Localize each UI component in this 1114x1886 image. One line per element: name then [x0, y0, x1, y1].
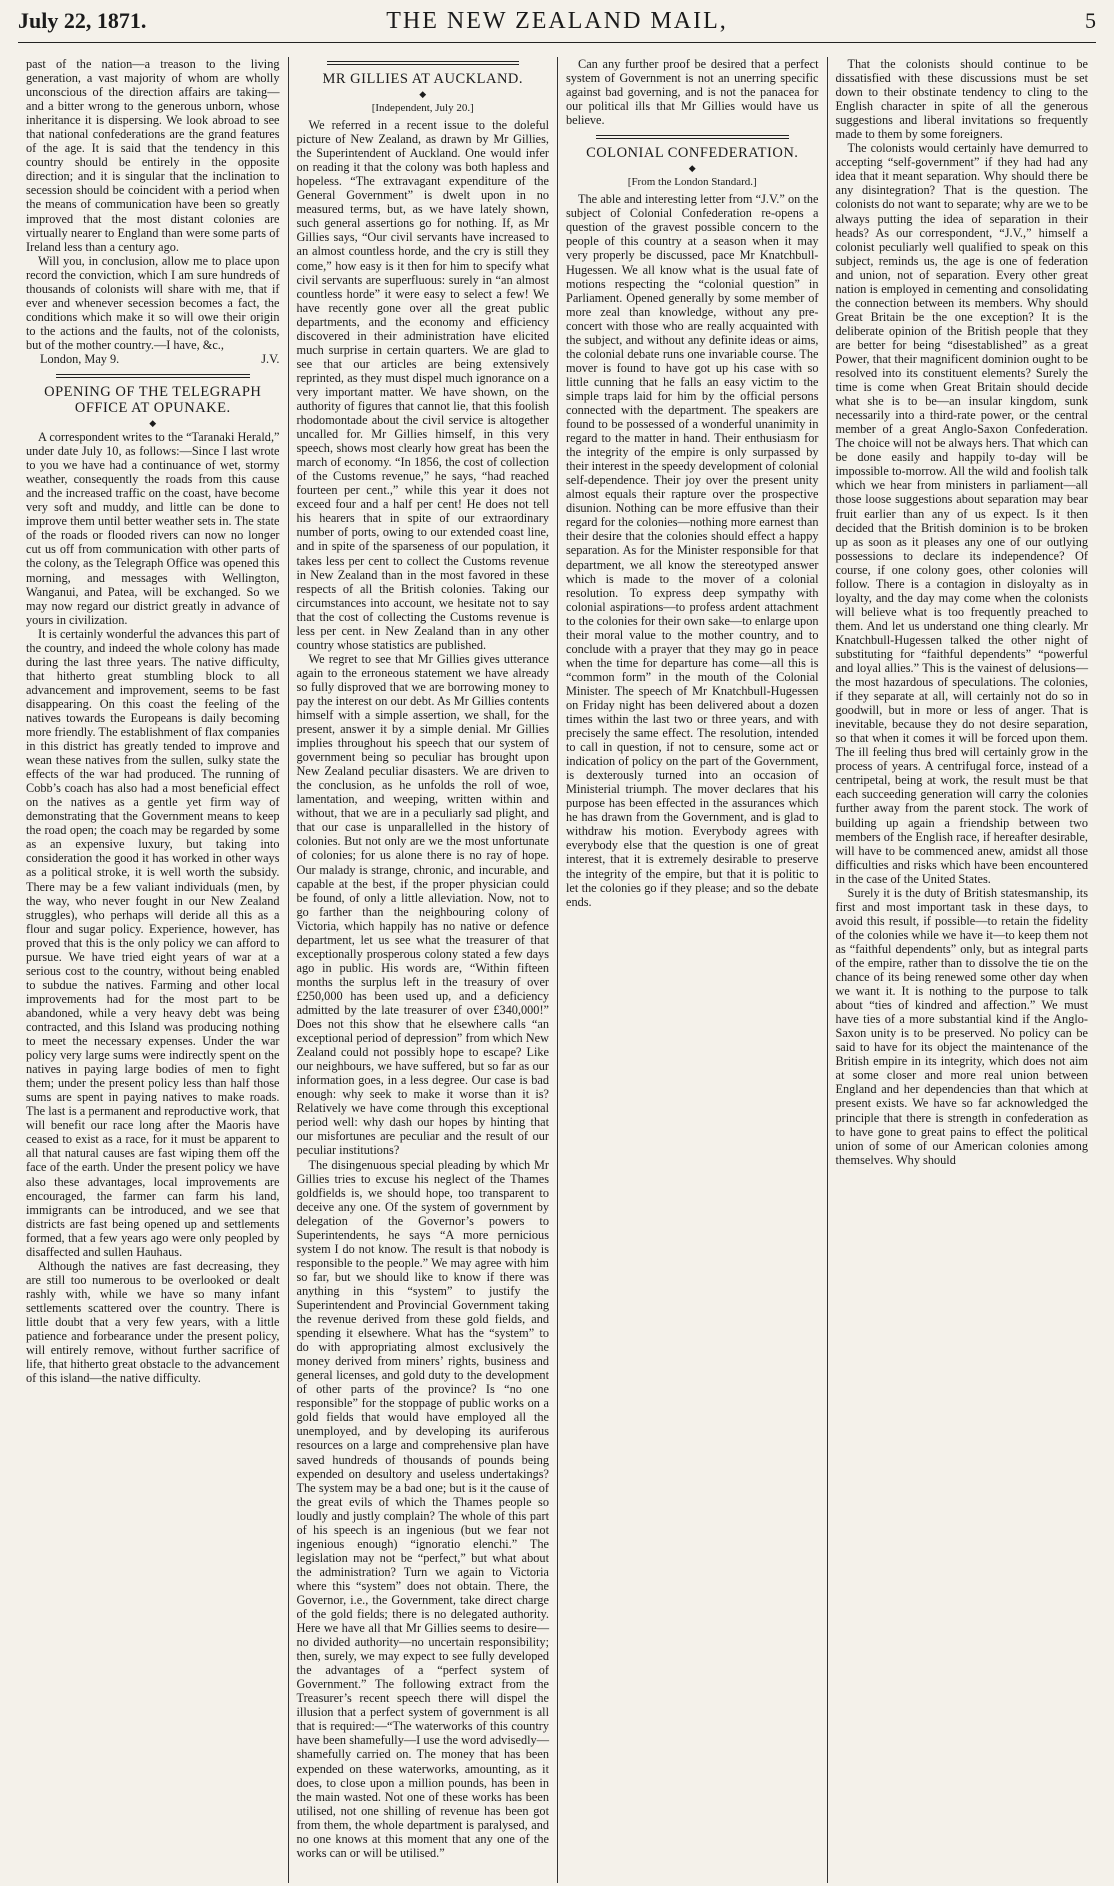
- gillies-paragraph: We regret to see that Mr Gillies gives utterance again to the erroneous statement we have already so fully disproved that we are borrowing money to pay the interest on our debt. As Mr Gillies contents himself with a simple assertion, we shall, for the present, answer it by a simple denial. Mr Gillies implies throughout his speech that our system of government being so peculiar has brought upon New Zealand peculiar disasters. We are driven to the conclusion, as he unfolds the roll of woe, lamentation, and weeping, written within and without, that we are in a peculiarly sad plight, and that our case is unparallelled in the history of colonies. But not only are we the most unfortunate of colonies; for us alone there is no ray of hope. Our malady is strange, chronic, and incurable, and capable at the best, if the proper physician could be found, of only a little alleviation. Now, not to go farther than the neighbouring colony of Victoria, which happily has no native or defence department, let us see what the treasurer of that exceptionally prosperous colony stated a few days ago in public. His words are, “Within fifteen months the surplus left in the treasury of over £250,000 has been used up, and a deficiency admitted by the late treasurer of over £340,000!” Does not this show that he elsewhere calls “an exceptional period of depression” from which New Zealand could not possibly hope to escape? Like our neighbours, we have suffered, but so far as our information goes, in a less degree. Our case is bad enough: why seek to make it worse than it is? Relatively we have come through this exceptional period well: why dash our hopes by hinting that our misfortunes are peculiar and the result of our peculiar institutions?: [296, 651, 549, 1158]
- telegraph-paragraph: A correspondent writes to the “Taranaki Herald,” under date July 10, as follows:—Since I last wrote to you we have had a continuance of wet, stormy weather, consequently the roads from this cause and the increased traffic on the coast, have become very soft and muddy, and little can be done to improve them until better weather sets in. The state of the roads or flooded rivers can now no longer cut us off from communication with other parts of the colony, as the Telegraph Office was opened this morning, and messages with Wellington, Wanganui, and Patea, will be exchanged. So we may now regard our district greatly in advance of yours in civilization.: [26, 430, 280, 627]
- gillies-source: [Independent, July 20.]: [371, 102, 474, 114]
- column-2: [288, 57, 558, 1883]
- letter-signoff: [26, 352, 280, 366]
- gillies-headline: MR GILLIES AT AUCKLAND.: [322, 71, 524, 87]
- column-1: [18, 57, 288, 1883]
- article-divider: [596, 135, 789, 139]
- gillies-paragraph: Can any further proof be desired that a perfect system of Government is not an unerring specific against bad governing, and is not the panacea for our political ills that Mr Gillies would have us believe.: [566, 57, 819, 128]
- divider-ornament: ◆: [149, 418, 157, 429]
- telegraph-headline: OPENING OF THE TELEGRAPH OFFICE AT OPUNAKE.: [44, 384, 262, 417]
- column-4: [827, 57, 1097, 1883]
- column-3: [557, 57, 827, 1883]
- letter-place-date: London, May 9.: [40, 351, 120, 366]
- telegraph-paragraph: It is certainly wonderful the advances this part of the country, and indeed the whole colony has made during the last three years. The native difficulty, that hitherto great stumbling block to all advancement and improvement, seems to be fast disappearing. On this coast the feeling of the natives towards the Europeans is daily becoming more friendly. The establishment of flax companies in this district has greatly tended to improve and wean these natives from the sullen, sulky state the effects of the war had produced. The running of Cobb’s coach has also had a most beneficial effect on the natives as a gentle yet firm way of demonstrating that the Government means to keep the road open; the coach may be regarded by some as an expensive luxury, but taking into consideration the good it has worked in other ways as a political stroke, it is well worth the subsidy. There may be a few valiant individuals (men, by the way, who never fought in our New Zealand struggles), who perhaps will deride all this as a flour and sugar policy. Experience, however, has proved that this is the only policy we can afford to pursue. We have tried eight years of war at a serious cost to the country, without being enabled to subdue the natives. Farming and other local improvements had for the most part to be abandoned, while a very heavy debt was being contracted, and this Island was producing nothing to meet the necessary expenses. Under the war policy very large sums were indirectly spent on the natives in paying large bodies of men to fight them; under the present policy less than half those sums are spent in paying natives to make roads. The last is a permanent and reproductive work, that will benefit our race long after the Maoris have ceased to exist as a race, for it must be apparent to all that natural causes are fast wiping them off the face of the earth. Under the present policy we have also these advantages, local improvements are encouraged, the farmer can farm his land, immigrants can be introduced, and we see that districts are fast being opened up and settlements formed, that a few years ago were only peopled by disaffected and sullen Hauhaus.: [26, 626, 280, 1259]
- letter-signature: J.V.: [261, 351, 280, 366]
- article-divider: [56, 374, 250, 378]
- confederation-source: [From the London Standard.]: [627, 176, 757, 189]
- article-columns: [18, 57, 1096, 1883]
- letter-paragraph: Will you, in conclusion, allow me to place upon record the conviction, which I am sure hundreds of thousands of colonists will share with me, that if ever and whenever secession becomes a fact, the conditions which make it so will owe their origin to the actions and the faults, not of the colonists, but of the mother country.—I have, &c.,: [26, 253, 280, 352]
- divider-ornament: ◆: [419, 89, 427, 99]
- divider-ornament: ◆: [688, 163, 696, 174]
- letter-paragraph: past of the nation—a treason to the living generation, a vast majority of whom are wholly unconscious of the direction affairs are taking—and a bitter wrong to the generous unborn, whose inheritance it is dispersing. We look abroad to see that national confederations are the grand features of the age. It is said that the tendency in this country should be entirely in the opposite direction; and it is singular that the inclination to secession should be coincident with a period when the means of communication have been so greatly improved that the most distant colonies are virtually nearer to England than were some parts of Ireland less than a century ago.: [26, 57, 280, 254]
- newspaper-title: THE NEW ZEALAND MAIL,: [386, 8, 728, 34]
- confederation-headline: COLONIAL CONFEDERATION.: [586, 145, 799, 162]
- telegraph-paragraph: Although the natives are fast decreasing, they are still too numerous to be overlooked or dealt rashly with, while we have so many infant settlements scattered over the country. There is little doubt that a very few years, with a little patience and forbearance under the present policy, will entirely remove, without further sacrifice of life, that hitherto great obstacle to the advancement of this island—the native difficulty.: [26, 1258, 280, 1386]
- page-number: 5: [1085, 8, 1096, 33]
- confederation-paragraph: That the colonists should continue to be dissatisfied with these discussions must be set down to their obstinate tendency to cling to the English character in spite of all the generous suggestions and liberal invitations so frequently made to them by some foreigners.: [835, 57, 1088, 142]
- gillies-paragraph: We referred in a recent issue to the doleful picture of New Zealand, as drawn by Mr Gillies, the Superintendent of Auckland. One would infer on reading it that the colony was both hapless and hopeless. “The extravagant expenditure of the General Government” is dwelt upon in no measured terms, but, as we have lately shown, such general assertions go for nothing. If, as Mr Gillies says, “Our civil servants have increased to an almost countless horde, and the cry is still they come,” how easy is it then for him to specify what civil servants are superfluous: surely in “an almost countless horde” it were easy to select a few! We have recently gone over all the great public departments, and the economy and efficiency discovered in their administration have elicited much surprise in certain quarters. We are glad to see that our articles are being extensively reprinted, as they must dispel much ignorance on a very important matter. We have shown, on the authority of figures that cannot lie, that this foolish rhodomontade about the civil service is altogether uncalled for. Mr Gillies himself, in this very speech, shows most clearly how great has been the march of economy. “In 1856, the cost of collection of the Customs revenue,” he says, “had reached fourteen per cent.,” while this year it does not exceed four and a half per cent! He does not tell his hearers that in spite of our extraordinary number of ports, owing to our extended coast line, and in spite of the sparseness of our population, it takes less per cent to collect the Customs revenue in New Zealand than in the most favored in these respects of all the British colonies. Taking our circumstances into account, we hesitate not to say that the cost of collecting the Customs revenue is less per cent. in New Zealand than in any other country whose statistics are published.: [296, 118, 549, 652]
- issue-date: July 22, 1871.: [18, 8, 147, 33]
- confederation-paragraph: The colonists would certainly have demurred to accepting “self-government” if they had had any idea that it meant separation. Why should there be any disintegration? That is the question. The colonists do not want to separate; why are we to be always putting the idea of separation in their heads? As our correspondent, “J.V.,” himself a colonist peculiarly well qualified to speak on this subject, reminds us, the age is one of federation and union, not of separation. Every other great nation is employed in cementing and consolidating the connection between its members. Why should Great Britain be the one exception? It is the deliberate opinion of the British people that they are better for being “disestablished” as a great Power, that their magnificent dominion ought to be resolved into its constituent elements? Surely the time is come when Great Britain should decide what she is to be—an insular kingdom, sunk necessarily into a third-rate power, or the central member of a great Anglo-Saxon Confederation. The choice will not be always hers. That which can be done easily and happily to-day will be impossible to-morrow. All the wild and foolish talk which we hear from ministers in parliament—all those loose suggestions about separation may bear fruit earlier than any of us expect. Is it then decided that the British dominion is to be broken up as soon as it pleases any one of our outlying possessions to declare its independence? Of course, if one colony goes, other colonies will follow. There is a contagion in disloyalty as in loyalty, and the day may come when the colonists will believe what is too frequently preached to them. And let us understand one thing clearly. Mr Knatchbull-Hugessen talked the other night of substituting for “faithful dependents” “powerful and loyal allies.” This is the vainest of delusions—the most hazardous of speculations. The colonies, if they separate at all, will certainly not do so in goodwill, but in more or less of anger. That is inevitable, because they do not desire separation, so that when it comes it will be forced upon them. The ill feeling thus bred will certainly grow in the process of years. A centrifugal force, instead of a centripetal, being at work, the result must be that each succeeding generation will carry the colonies further away from the parent stock. The work of building up again a friendship between two members of the English race, if hereafter desirable, will have to be commenced anew, amidst all those difficulties and risks which have been encountered in the case of the United States.: [835, 141, 1088, 886]
- gillies-paragraph: The disingenuous special pleading by which Mr Gillies tries to excuse his neglect of the Thames goldfields is, we should hope, too transparent to deceive any one. Of the system of government by delegation of the Governor’s powers to Superintendents, he says “A more pernicious system I do not know. The result is that nobody is responsible to the people.” We may agree with him so far, but we should like to know if there was anything in this “system” to justify the Superintendent and Provincial Government taking the revenue derived from these gold fields, and spending it elsewhere. What has the “system” to do with appropriating almost exclusively the money derived from miners’ rights, business and general licenses, and gold duty to the development of other parts of the province? Is “no one responsible” for the stoppage of public works on a gold fields that would have employed all the unemployed, and by developing its auriferous resources on a large and comprehensive plan have saved hundreds of thousands of pounds being expended on desultory and useless undertakings? The system may be a bad one; but is it the cause of the great evils of which the Thames people so loudly and justly complain? The whole of this part of his speech is an ingenious (but we fear not ingenious enough) “ignoratio elenchi.” The legislation may not be “perfect,” but what about the administration? Turn we again to Victoria where this “system” does not obtain. There, the Governor, i.e., the Government, take direct charge of the gold fields; there is no delegated authority. Here we have all that Mr Gillies seems to desire—no divided authority—no uncertain responsibility; then, surely, we may expect to see fully developed the advantages of a “perfect system of Government.” The following extract from the Treasurer’s recent speech there will dispel the illusion that a perfect system of government is all that is required:—“The waterworks of this country have been shamefully—I use the word advisedly—shamefully carried on. The money that has been expended on these waterworks, amounting, as it does, to close upon a million pounds, has been in the main wasted. Not one of these works has been utilised, not one shilling of revenue has been got from them, the whole department is paralysed, and no one knows at this moment that any one of the works can or will be utilised.”: [296, 1157, 549, 1860]
- masthead: [18, 8, 1096, 43]
- confederation-paragraph: The able and interesting letter from “J.V.” on the subject of Colonial Confederation re-opens a question of the gravest possible concern to the people of this country at a season when it may very properly be discussed, pace Mr Knatchbull-Hugessen. We all know what is the usual fate of motions respecting the “colonial question” in Parliament. Opened generally by some member of more zeal than knowledge, without any pre-concert with those who are really acquainted with the subject, and without any definite ideas or aims, the colonial debate runs one invariable course. The mover is found to have got up his case with so little cunning that he falls an easy victim to the simple traps laid for him by the official persons connected with the department. The speakers are found to be possessed of a wonderful unanimity in regard to the matter in hand. Their enthusiasm for the integrity of the empire is only surpassed by their interest in the speedy development of colonial self-dependence. Their joy over the present unity almost equals their rapture over the prospective disunion. Nothing can be more effusive than their regard for the colonies—nothing more earnest than their desire that the colonies should effect a happy separation. As for the Minister responsible for that department, we all know the stereotyped answer which is made to the mover of a colonial resolution. To express deep sympathy with colonial aspirations—to profess ardent attachment to the colonies for their own sake—to enlarge upon their moral value to the mother country, and to conclude with a prayer that they may go in peace when the time for departure has come—all this is “common form” in the mouth of the Colonial Minister. The speech of Mr Knatchbull-Hugessen on Friday night has been delivered about a dozen times within the last two or three years, and with precisely the same effect. The resolution, intended to call in question, if not to censure, some act or indication of policy on the part of the Government, is dexterously turned into an occasion of Ministerial triumph. The mover declares that his purpose has been effected in the assurances which he has drawn from the Government, and is glad to withdraw his motion. Everybody agrees with everybody else that the question is one of great interest, that it is extremely desirable to preserve the integrity of the empire, but that it is politic to let the colonies go if they please; and so the debate ends.: [566, 192, 819, 909]
- confederation-paragraph: Surely it is the duty of British statesmanship, its first and most important task in these days, to avoid this result, if possible—to retain the fidelity of the colonies while we have it—to keep them not as “faithful dependents” only, but as integral parts of the empire, rather than to dissolve the tie on the chance of its being renewed some other day when we want it. It is nothing to the purpose to talk about “ties of kindred and affection.” We must have ties of a more substantial kind if the Anglo-Saxon unity is to be preserved. No policy can be said to have for its object the maintenance of the British empire in its integrity, which does not aim at some closer and more real union between England and her dependencies than that which at present exists. We have so far acknowledged the principle that there is strength in confederation as to have gone to great pains to effect the political union of some of our American colonies among themselves. Why should: [835, 885, 1088, 1167]
- article-divider: [327, 61, 520, 65]
